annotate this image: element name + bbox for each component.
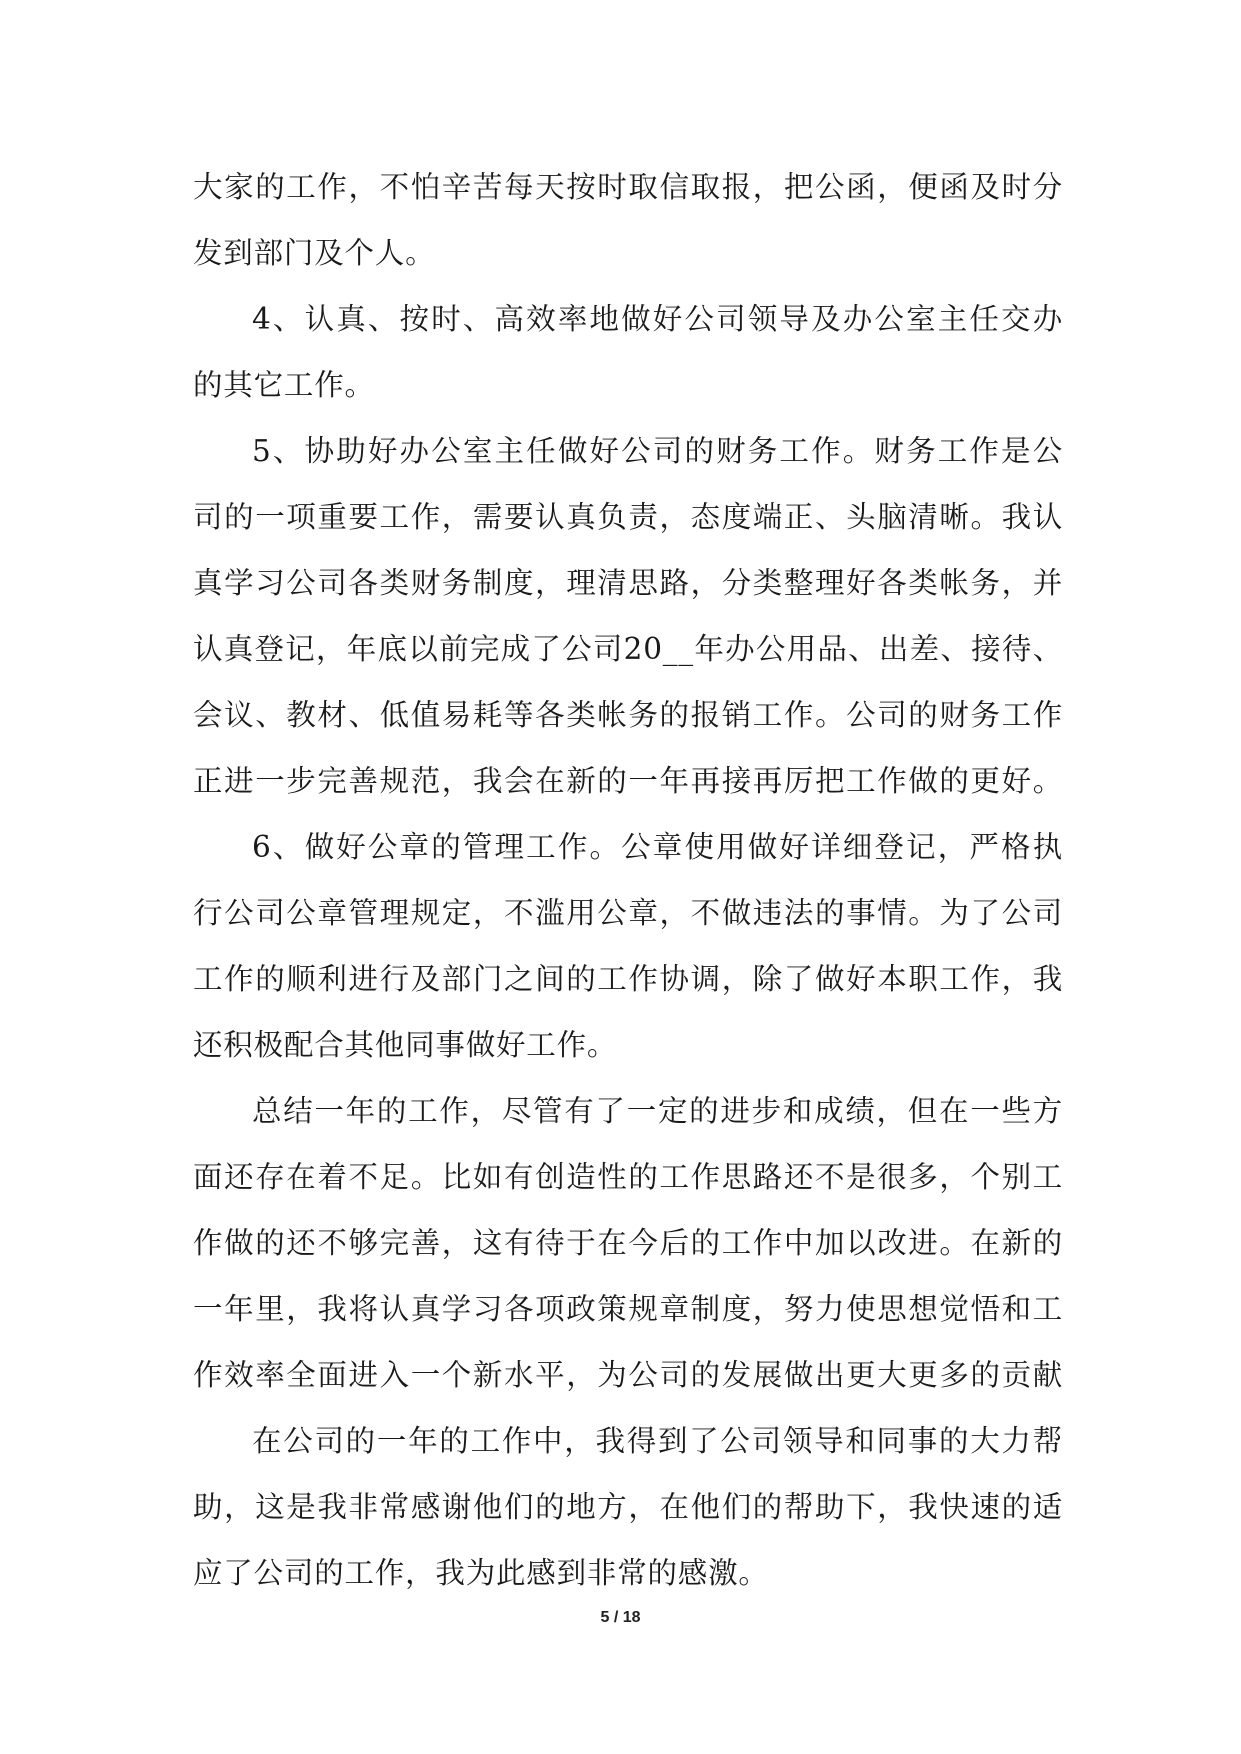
text-line: 的其它工作。 bbox=[193, 368, 375, 402]
text-line: 还积极配合其他同事做好工作。 bbox=[193, 1028, 618, 1062]
text-line: 作做的还不够完善，这有待于在今后的工作中加以改进。在新的 bbox=[193, 1226, 1063, 1260]
text-line: 行公司公章管理规定，不滥用公章，不做违法的事情。为了公司 bbox=[193, 896, 1063, 930]
text-line: 应了公司的工作，我为此感到非常的感激。 bbox=[193, 1556, 769, 1590]
text-line: 总结一年的工作，尽管有了一定的进步和成绩，但在一些方 bbox=[252, 1094, 1063, 1128]
page-number: 5 / 18 bbox=[600, 1609, 641, 1626]
text-line: 真学习公司各类财务制度，理清思路，分类整理好各类帐务，并 bbox=[193, 566, 1063, 600]
text-line: 司的一项重要工作，需要认真负责，态度端正、头脑清晰。我认 bbox=[193, 500, 1063, 534]
paragraph bbox=[193, 154, 1063, 286]
paragraph bbox=[193, 814, 1063, 1078]
text-line: 会议、教材、低值易耗等各类帐务的报销工作。公司的财务工作 bbox=[193, 698, 1063, 732]
text-line: 5、协助好办公室主任做好公司的财务工作。财务工作是公 bbox=[252, 434, 1063, 468]
paragraph bbox=[193, 418, 1063, 814]
document-body bbox=[193, 154, 1063, 1606]
paragraph bbox=[193, 1408, 1063, 1606]
text-line: 发到部门及个人。 bbox=[193, 236, 436, 270]
text-line: 正进一步完善规范，我会在新的一年再接再厉把工作做的更好。 bbox=[193, 764, 1063, 798]
text-line: 在公司的一年的工作中，我得到了公司领导和同事的大力帮 bbox=[252, 1424, 1063, 1458]
text-line: 认真登记，年底以前完成了公司20__年办公用品、出差、接待、 bbox=[193, 632, 1063, 666]
paragraph bbox=[193, 286, 1063, 418]
paragraph bbox=[193, 1078, 1063, 1408]
text-line: 面还存在着不足。比如有创造性的工作思路还不是很多，个别工 bbox=[193, 1160, 1063, 1194]
text-line: 作效率全面进入一个新水平，为公司的发展做出更大更多的贡献 bbox=[193, 1358, 1063, 1392]
text-line: 6、做好公章的管理工作。公章使用做好详细登记，严格执 bbox=[252, 830, 1063, 864]
text-line: 大家的工作，不怕辛苦每天按时取信取报，把公函，便函及时分 bbox=[193, 170, 1063, 204]
text-line: 一年里，我将认真学习各项政策规章制度，努力使思想觉悟和工 bbox=[193, 1292, 1063, 1326]
text-line: 工作的顺利进行及部门之间的工作协调，除了做好本职工作，我 bbox=[193, 962, 1063, 996]
text-line: 4、认真、按时、高效率地做好公司领导及办公室主任交办 bbox=[252, 302, 1063, 336]
text-line: 助，这是我非常感谢他们的地方，在他们的帮助下，我快速的适 bbox=[193, 1490, 1063, 1524]
